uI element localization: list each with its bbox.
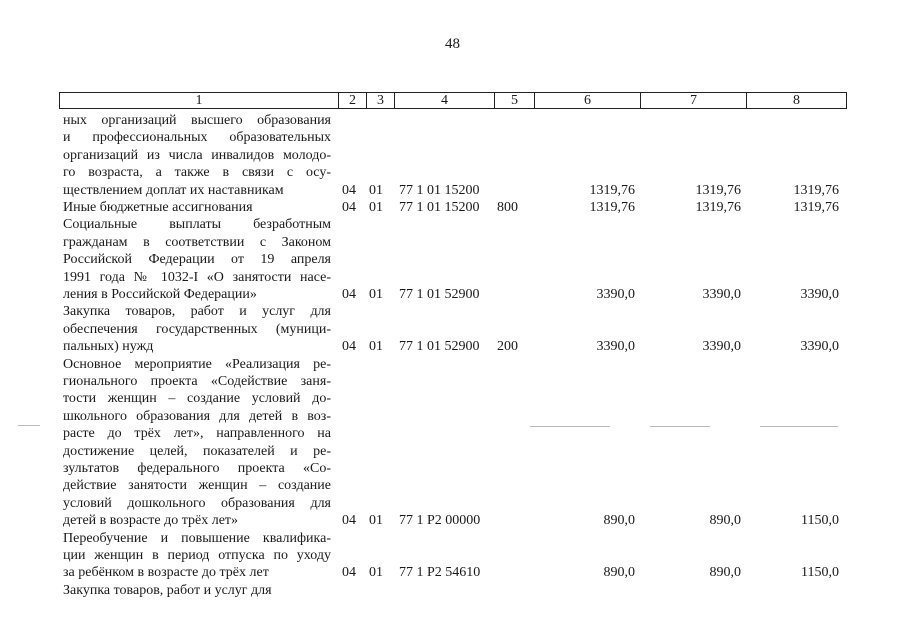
header-col-1: 1	[60, 93, 339, 108]
cell-col-2: 04	[342, 565, 356, 581]
row-description	[63, 356, 331, 530]
description-line: ции женщин в период отпуска по уходу	[63, 548, 331, 563]
cell-col-8: 1319,76	[793, 182, 839, 198]
cell-col-8: 3390,0	[800, 286, 839, 302]
cell-col-6: 890,0	[603, 565, 635, 581]
scan-mark	[18, 425, 40, 426]
cell-col-2: 04	[342, 339, 356, 355]
cell-col-7: 1319,76	[695, 182, 741, 198]
cell-col-3: 01	[369, 339, 383, 355]
cell-col-6: 3390,0	[596, 339, 635, 355]
scan-mark	[530, 426, 610, 427]
description-line: за ребёнком в возрасте до трёх лет	[63, 565, 269, 581]
header-col-8: 8	[793, 93, 800, 108]
description-line: го возраста, а также в связи с осу-	[63, 165, 331, 181]
description-line: детей в возрасте до трёх лет»	[63, 513, 239, 529]
cell-col-7: 890,0	[709, 565, 741, 581]
cell-col-6: 3390,0	[596, 286, 635, 302]
row-description	[63, 530, 331, 582]
cell-col-7: 890,0	[709, 513, 741, 529]
description-line: ществлением доплат их наставникам	[63, 182, 284, 198]
cell-col-3: 01	[369, 565, 383, 581]
header-col-3: 3	[367, 93, 395, 108]
cell-col-4: 77 1 P2 00000	[399, 513, 481, 529]
scan-mark	[760, 426, 838, 427]
description-line: Российской Федерации от 19 апреля	[63, 252, 331, 268]
cell-col-2: 04	[342, 513, 356, 529]
row-description	[63, 199, 331, 216]
cell-col-5: 200	[497, 339, 518, 355]
header-col-7: 7	[641, 93, 747, 108]
description-line: и профессиональных образовательных	[63, 130, 331, 146]
cell-col-5: 800	[497, 200, 518, 215]
cell-col-3: 01	[369, 200, 383, 215]
row-description	[63, 216, 331, 303]
header-col-5: 5	[495, 93, 535, 108]
cell-col-2: 04	[342, 200, 356, 215]
cell-col-6: 1319,76	[589, 200, 635, 215]
budget-table	[59, 92, 847, 598]
description-line: Социальные выплаты безработным	[63, 217, 331, 233]
cell-col-7: 1319,76	[695, 200, 741, 215]
cell-col-4: 77 1 01 15200	[399, 182, 480, 198]
description-line: Переобучение и повышение квалифика-	[63, 530, 331, 546]
description-line: организаций из числа инвалидов молодо-	[63, 147, 331, 163]
header-col-2: 2	[339, 93, 367, 108]
description-line: гионального проекта «Содействие заня-	[63, 374, 331, 389]
row-description	[63, 582, 331, 599]
cell-col-6: 1319,76	[589, 182, 635, 198]
description-line: тости женщин – создание условий до-	[63, 391, 331, 407]
cell-col-4: 77 1 P2 54610	[399, 565, 481, 581]
cell-col-2: 04	[342, 182, 356, 198]
cell-col-8: 3390,0	[800, 339, 839, 355]
cell-col-7: 3390,0	[702, 286, 741, 302]
header-col-4: 4	[395, 93, 495, 108]
table-header-row	[59, 92, 847, 109]
description-line: пальных) нужд	[63, 339, 154, 355]
description-line: Закупка товаров, работ и услуг для	[63, 304, 331, 320]
description-line: 1991 года № 1032-I «О занятости насе-	[63, 269, 331, 285]
scan-mark	[650, 426, 710, 427]
description-line: ных организаций высшего образования	[63, 113, 331, 128]
description-line: достижение целей, показателей и ре-	[63, 443, 331, 459]
cell-col-4: 77 1 01 52900	[399, 339, 480, 355]
description-line: действие занятости женщин – создание	[63, 478, 331, 494]
cell-col-4: 77 1 01 52900	[399, 286, 480, 302]
header-col-6: 6	[535, 93, 641, 108]
cell-col-6: 890,0	[603, 513, 635, 529]
cell-col-2: 04	[342, 286, 356, 302]
description-line: обеспечения государственных (муници-	[63, 321, 331, 337]
cell-col-8: 1150,0	[801, 513, 839, 529]
cell-col-3: 01	[369, 513, 383, 529]
cell-col-8: 1319,76	[793, 200, 839, 215]
cell-col-3: 01	[369, 286, 383, 302]
row-description	[63, 303, 331, 355]
description-line: Основное мероприятие «Реализация ре-	[63, 356, 331, 372]
cell-col-4: 77 1 01 15200	[399, 200, 480, 215]
description-line: школьного образования для детей в воз-	[63, 408, 331, 424]
row-description	[63, 112, 331, 199]
description-line: условий дошкольного образования для	[63, 495, 331, 511]
description-line: зультатов федерального проекта «Со-	[63, 461, 331, 477]
description-line: Иные бюджетные ассигнования	[63, 200, 253, 215]
page-number: 48	[445, 36, 460, 52]
cell-col-8: 1150,0	[801, 565, 839, 581]
description-line: Закупка товаров, работ и услуг для	[63, 582, 272, 598]
cell-col-7: 3390,0	[702, 339, 741, 355]
description-line: расте до трёх лет», направленного на	[63, 426, 331, 442]
description-line: ления в Российской Федерации»	[63, 287, 257, 303]
description-line: гражданам в соответствии с Законом	[63, 234, 331, 250]
cell-col-3: 01	[369, 182, 383, 198]
